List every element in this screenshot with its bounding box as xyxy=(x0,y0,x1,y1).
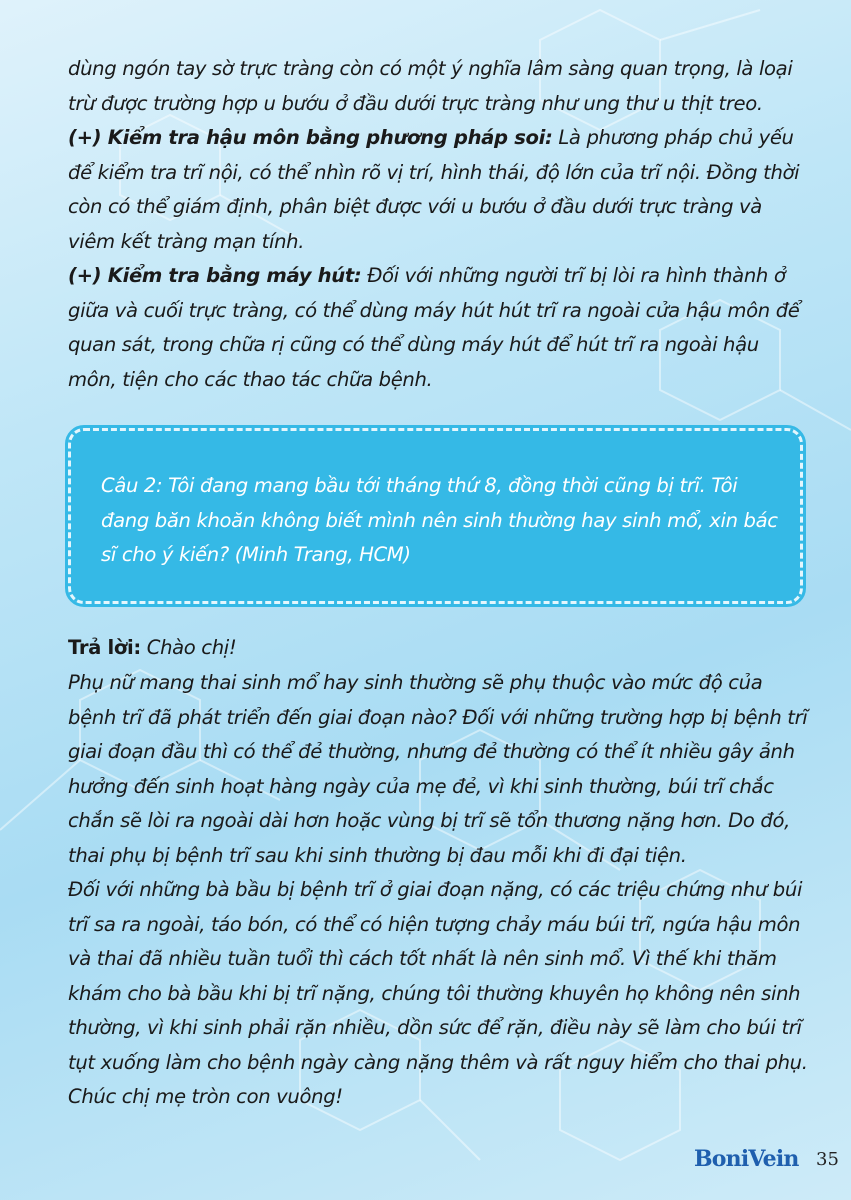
paragraph-intro: dùng ngón tay sờ trực tràng còn có một ý nghĩa lâm sàng quan trọng, là loại trừ được trường hợp u bướu ở đầu dưới trực tràng như ung thư u thịt treo. xyxy=(68,57,793,115)
answer-closing: Chúc chị mẹ tròn con vuông! xyxy=(68,1085,343,1108)
answer-paragraph-1: Phụ nữ mang thai sinh mổ hay sinh thường sẽ phụ thuộc vào mức độ của bệnh trĩ đã phát triển đến giai đoạn nào? Đối với những trường hợp bị bệnh trĩ giai đoạn đầu thì có thể đẻ thường, nhưng đẻ thường có thể ít nhiều gây ảnh hưởng đến sinh hoạt hàng ngày của mẹ đẻ, vì khi sinh thường, búi trĩ chắc chắn sẽ lòi ra ngoài dài hơn hoặc vùng bị trĩ sẽ tổn thương nặng hơn. Do đó, thai phụ bị bệnh trĩ sau khi sinh thường bị đau mỗi khi đi đại tiện. xyxy=(68,671,808,867)
answer-label: Trả lời: xyxy=(68,636,141,659)
answer-paragraph-2: Đối với những bà bầu bị bệnh trĩ ở giai đoạn nặng, có các triệu chứng như búi trĩ sa ra ngoài, táo bón, có thể có hiện tượng chảy máu búi trĩ, ngứa hậu môn và thai đã nhiều tuần tuổi thì cách tốt nhất là nên sinh mổ. Vì thế khi thăm khám cho bà bầu khi bị trĩ nặng, chúng tôi thường khuyên họ không nên sinh thường, vì khi sinh phải rặn nhiều, dồn sức để rặn, điều này sẽ làm cho búi trĩ tụt xuống làm cho bệnh ngày càng nặng thêm và rất nguy hiểm cho thai phụ. xyxy=(68,878,808,1074)
paragraph-endoscopy-heading: (+) Kiểm tra hậu môn bằng phương pháp soi: xyxy=(68,126,553,149)
paragraph-endoscopy-text: Là phương pháp chủ yếu để kiểm tra trĩ nội, có thể nhìn rõ vị trí, hình thái, độ lớn của trĩ nội. Đồng thời còn có thể giám định, phân biệt được với u bướu ở đầu dưới trực tràng và viêm kết tràng mạn tính. xyxy=(68,126,800,253)
paragraph-endoscopy xyxy=(68,121,808,259)
page-number: 35 xyxy=(816,1149,839,1170)
answer-greeting xyxy=(68,631,808,666)
paragraph-suction-text: Đối với những người trĩ bị lòi ra hình thành ở giữa và cuối trực tràng, có thể dùng máy hút hút trĩ ra ngoài cửa hậu môn để quan sát, trong chữa rị cũng có thể dùng máy hút để hút trĩ ra ngoài hậu môn, tiện cho các thao tác chữa bệnh. xyxy=(68,264,800,391)
paragraph-suction-heading: (+) Kiểm tra bằng máy hút: xyxy=(68,264,362,287)
question-box xyxy=(68,428,803,604)
brand-logo: BoniVein xyxy=(694,1146,799,1172)
answer-greeting-text: Chào chị! xyxy=(140,636,237,659)
question-text: Câu 2: Tôi đang mang bầu tới tháng thứ 8, đồng thời cũng bị trĩ. Tôi đang băn khoăn không biết mình nên sinh thường hay sinh mổ, xin bác sĩ cho ý kiến? (Minh Trang, HCM) xyxy=(101,474,778,566)
paragraph-suction xyxy=(68,259,808,397)
